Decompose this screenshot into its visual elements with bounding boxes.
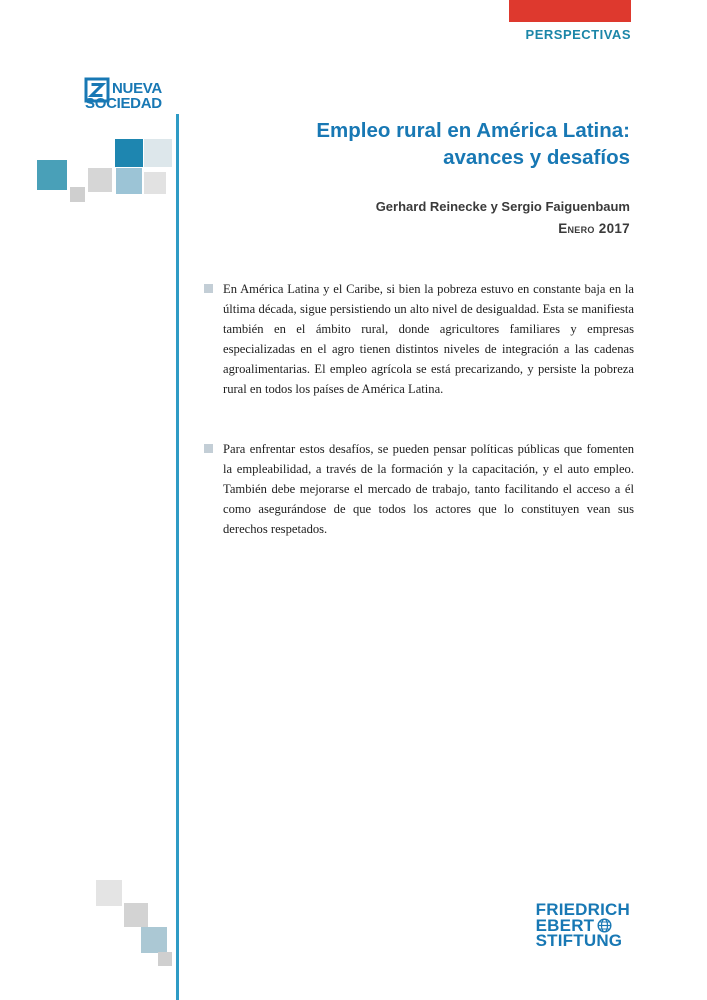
page-title [204, 117, 630, 171]
nueva-sociedad-wordmark-line2: SOCIEDAD [85, 95, 162, 112]
decorative-square [144, 172, 166, 194]
nueva-sociedad-wordmark-line1: NUEVA [112, 80, 162, 97]
square-bullet-icon [204, 444, 213, 453]
abstract-paragraph-2 [204, 439, 634, 539]
publication-date: Enero 2017 [558, 221, 630, 236]
fes-wordmark-line2: EBERT [535, 915, 595, 935]
decorative-square [158, 952, 172, 966]
decorative-square [124, 903, 148, 927]
page-title-line2: avances y desafíos [443, 146, 630, 169]
vertical-rule [176, 114, 179, 1000]
page-title-line1: Empleo rural en América Latina: [316, 119, 630, 142]
decorative-square [88, 168, 112, 192]
decorative-square [116, 168, 142, 194]
square-bullet-icon [204, 284, 213, 293]
decorative-square [141, 927, 167, 953]
decorative-square [70, 187, 85, 202]
red-accent-bar [509, 0, 631, 22]
decorative-square [144, 139, 172, 167]
decorative-square [96, 880, 122, 906]
fes-wordmark-line1: FRIEDRICH [535, 900, 630, 919]
fes-wordmark-line3: STIFTUNG [535, 931, 623, 950]
authors: Gerhard Reinecke y Sergio Faiguenbaum [375, 199, 630, 214]
nueva-sociedad-logo [84, 77, 194, 119]
decorative-square [37, 160, 67, 190]
series-label: PERSPECTIVAS [525, 27, 631, 42]
paragraph-text: En América Latina y el Caribe, si bien la pobreza estuvo en constante baja en la última década, sigue persistiendo un alto nivel de desigualdad. Esta se manifiesta también en el ámbito rural, donde agricultores familiares y empresas especializadas en el agro tienen distintos niveles de integración a las cadenas agroalimentarias. El empleo agrícola se está precarizando, y persiste la pobreza rural en todos los países de América Latina. [223, 282, 634, 396]
paragraph-text: Para enfrentar estos desafíos, se pueden pensar políticas públicas que fomenten la empleabilidad, a través de la formación y la capacitación, y el auto empleo. También debe mejorarse el mercado de trabajo, tanto facilitando el acceso a él como asegurándose de que todos los actores que lo constituyen vean sus derechos respetados. [223, 442, 634, 536]
abstract-paragraph-1 [204, 279, 634, 399]
friedrich-ebert-stiftung-logo [536, 902, 630, 949]
decorative-square [115, 139, 143, 167]
